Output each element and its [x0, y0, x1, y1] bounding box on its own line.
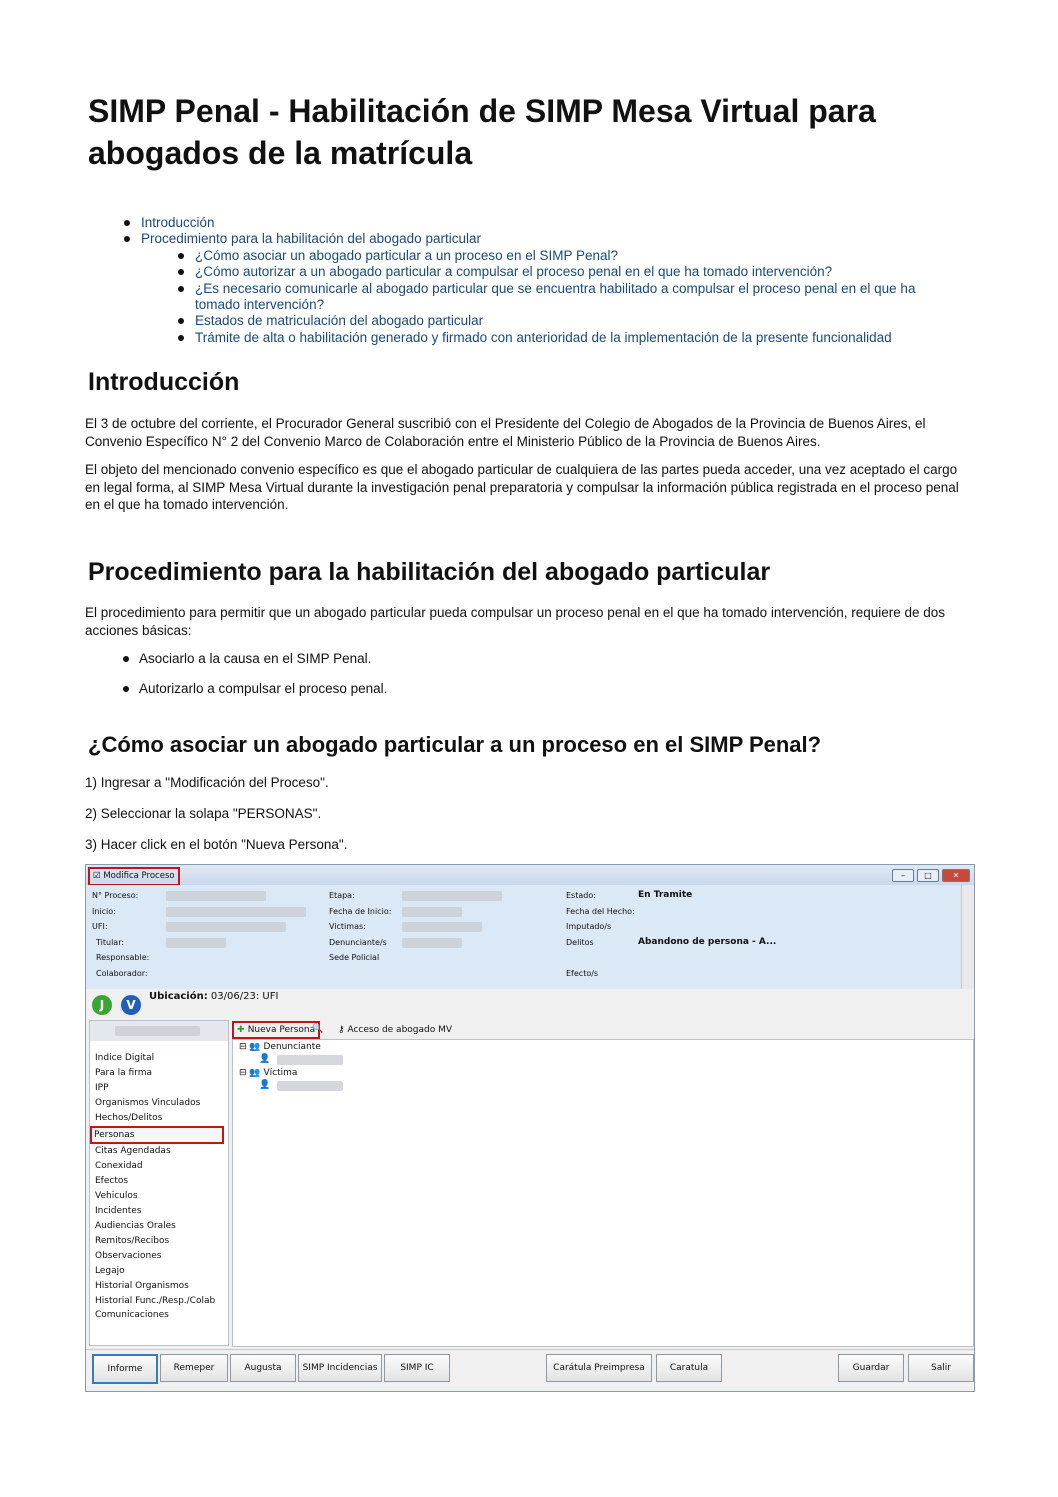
label-delitos: Delitos [566, 938, 594, 947]
window-titlebar [86, 865, 974, 885]
menu-item[interactable]: Incidentes [95, 1206, 142, 1217]
label-sede: Sede Policial [329, 953, 380, 962]
app-icon: ☑ [93, 871, 104, 881]
toc-subitem[interactable] [85, 281, 955, 314]
menu-item[interactable]: Efectos [95, 1176, 129, 1187]
redacted-value [277, 1055, 343, 1065]
toc-link[interactable]: Estados de matriculación del abogado particular [195, 313, 484, 329]
menu-item[interactable]: Vehiculos [95, 1191, 138, 1202]
toc-link[interactable]: ¿Cómo asociar un abogado particular a un proceso en el SIMP Penal? [195, 247, 619, 263]
remeper-button[interactable]: Remeper [160, 1354, 228, 1382]
redacted-value [166, 891, 266, 901]
minimize-icon[interactable]: – [892, 869, 914, 882]
procedure-paragraph: El procedimiento para permitir que un abogado particular pueda compulsar un proceso penal en el que ha tomado intervención, requiere de dos acciones básicas: [85, 605, 946, 638]
redacted-value [402, 907, 462, 917]
salir-button[interactable]: Salir [908, 1354, 974, 1382]
label-nro-proceso: N° Proceso: [92, 891, 139, 900]
menu-item[interactable]: Historial Func./Resp./Colab [95, 1295, 216, 1306]
toc-link[interactable]: Procedimiento para la habilitación del abogado particular [141, 231, 481, 247]
left-panel-header [90, 1021, 228, 1041]
label-etapa: Etapa: [329, 891, 355, 900]
intro-paragraph-1: El 3 de octubre del corriente, el Procurador General suscribió con el Presidente del Colegio de Abogados de la Provincia de Buenos Aires, el Convenio Específico N° 2 del Convenio Marco de Colaboración entre el Ministerio Público de la Provincia de Buenos Aires. [85, 416, 926, 449]
procedure-bullet: Autorizarlo a compulsar el proceso penal. [139, 681, 388, 696]
redacted-value [402, 922, 482, 932]
ubicacion [149, 991, 278, 1002]
redacted-value [402, 938, 462, 948]
caratula-preimpresa-button[interactable]: Carátula Preimpresa [546, 1354, 652, 1382]
redacted-value [166, 907, 306, 917]
left-menu-panel [89, 1020, 229, 1346]
page-title: SIMP Penal - Habilitación de SIMP Mesa Virtual para abogados de la matrícula [88, 93, 876, 171]
tree-leaf[interactable] [259, 1080, 270, 1090]
estado-value: En Tramite [638, 890, 693, 900]
menu-item[interactable]: Para la firma [95, 1067, 152, 1078]
badge-j: J [92, 995, 112, 1015]
augusta-button[interactable]: Augusta [230, 1354, 296, 1382]
menu-item[interactable]: Remitos/Recibos [95, 1235, 170, 1246]
menu-item[interactable]: Organismos Vinculados [95, 1097, 201, 1108]
menu-item[interactable]: Observaciones [95, 1250, 162, 1261]
guardar-button[interactable]: Guardar [838, 1354, 904, 1382]
modifica-proceso-window [85, 864, 975, 1392]
label-colaborador: Colaborador: [96, 969, 148, 978]
toc-link[interactable]: Introducción [141, 215, 215, 230]
simp-ic-button[interactable]: SIMP IC [384, 1354, 450, 1382]
nueva-persona-button[interactable]: ✚ Nueva Persona [232, 1021, 320, 1039]
persons-tree [232, 1039, 974, 1347]
menu-item[interactable]: Indice Digital [95, 1053, 155, 1063]
label-imputado: Imputado/s [566, 922, 612, 931]
redacted-value [166, 938, 226, 948]
tree-node-victima[interactable]: ⊟ 👥 Víctima [239, 1068, 298, 1078]
redacted-value [166, 922, 286, 932]
bottom-button-bar [86, 1349, 974, 1390]
group-icon: 👥 [249, 1068, 261, 1078]
procedure-bullet: Asociarlo a la causa en el SIMP Penal. [139, 651, 372, 666]
section-menu [93, 1051, 224, 1323]
toc-link[interactable]: ¿Cómo autorizar a un abogado particular a compulsar el proceso penal en el que ha tomado intervención? [195, 264, 833, 280]
process-header [86, 885, 962, 989]
menu-item[interactable]: Hechos/Delitos [95, 1112, 163, 1123]
tree-leaf[interactable] [259, 1054, 270, 1064]
toc-subitem[interactable] [85, 330, 955, 346]
menu-item[interactable]: Legajo [95, 1265, 125, 1276]
key-icon: ⚷ [338, 1025, 348, 1035]
label-efectos: Efecto/s [566, 969, 599, 978]
header-scrollbar[interactable] [961, 885, 974, 989]
menu-item[interactable]: IPP [95, 1082, 109, 1093]
badge-v: V [121, 995, 141, 1015]
toc-subitem[interactable] [85, 264, 955, 280]
toc-link[interactable]: ¿Es necesario comunicarle al abogado particular que se encuentra habilitado a compulsar el proceso penal en el que ha tomado intervención? [195, 280, 916, 313]
plus-icon: ✚ [237, 1025, 248, 1035]
delitos-value: Abandono de persona - A... [638, 937, 777, 947]
label-estado: Estado: [566, 891, 596, 900]
associate-heading: ¿Cómo asociar un abogado particular a un proceso en el SIMP Penal? [88, 732, 822, 757]
label-denunciante: Denunciante/s [329, 938, 387, 947]
menu-item[interactable]: Citas Agendadas [95, 1146, 171, 1157]
label-inicio: Inicio: [92, 907, 116, 916]
ubicacion-label: Ubicación: [149, 991, 208, 1002]
caratula-button[interactable]: Caratula [656, 1354, 722, 1382]
menu-item-personas[interactable]: Personas [90, 1126, 224, 1145]
menu-item[interactable]: Conexidad [95, 1161, 143, 1172]
label-responsable: Responsable: [96, 953, 150, 962]
label-fecha-inicio: Fecha de Inicio: [329, 907, 392, 916]
person-icon: 👤 [259, 1054, 271, 1064]
label-fecha-hecho: Fecha del Hecho: [566, 907, 635, 916]
tree-node-denunciante[interactable]: ⊟ 👥 Denunciante [239, 1042, 321, 1052]
toc-link[interactable]: Trámite de alta o habilitación generado y firmado con anterioridad de la implementación de la presente funcionalidad [195, 329, 892, 345]
label-victimas: Victimas: [329, 922, 366, 931]
toc-subitem[interactable] [85, 248, 955, 264]
redacted-value [402, 891, 502, 901]
label-ufi: UFI: [92, 922, 108, 931]
redacted-value [277, 1081, 343, 1091]
simp-incidencias-button[interactable]: SIMP Incidencias [298, 1354, 382, 1382]
ubicacion-value: 03/06/23: UFI [210, 991, 279, 1002]
maximize-icon[interactable]: □ [917, 869, 939, 882]
search-icon[interactable]: 🔍 [312, 1024, 324, 1034]
toc-subitem[interactable] [85, 313, 955, 329]
procedure-heading: Procedimiento para la habilitación del abogado particular [88, 558, 771, 586]
toc-item[interactable] [85, 231, 955, 247]
intro-heading: Introducción [88, 368, 240, 396]
intro-paragraph-2: El objeto del mencionado convenio específico es que el abogado particular de cualquiera de las partes pueda acceder, una vez aceptado el cargo en legal forma, al SIMP Mesa Virtual durante la investigación penal preparatoria y compulsar la información pública registrada en el proceso penal en el que ha tomado intervención. [85, 462, 959, 512]
menu-item[interactable]: Historial Organismos [95, 1280, 189, 1291]
acceso-abogado-button[interactable]: ⚷ Acceso de abogado MV [338, 1025, 453, 1035]
group-icon: 👥 [249, 1042, 261, 1052]
associate-step-2: 2) Seleccionar la solapa "PERSONAS". [85, 806, 322, 821]
close-icon[interactable]: ✕ [942, 869, 970, 882]
associate-step-3: 3) Hacer click en el botón "Nueva Persona". [85, 837, 348, 852]
toc-item[interactable] [85, 215, 955, 231]
table-of-contents [85, 215, 955, 346]
person-icon: 👤 [259, 1080, 271, 1090]
associate-step-1: 1) Ingresar a "Modificación del Proceso". [85, 775, 329, 790]
label-titular: Titular: [96, 938, 125, 947]
informe-button[interactable]: Informe [92, 1354, 158, 1384]
menu-item[interactable]: Audiencias Orales [95, 1220, 176, 1231]
menu-item[interactable]: Comunicaciones [95, 1310, 169, 1321]
window-title: ☑ Modifica Proceso [88, 867, 180, 886]
